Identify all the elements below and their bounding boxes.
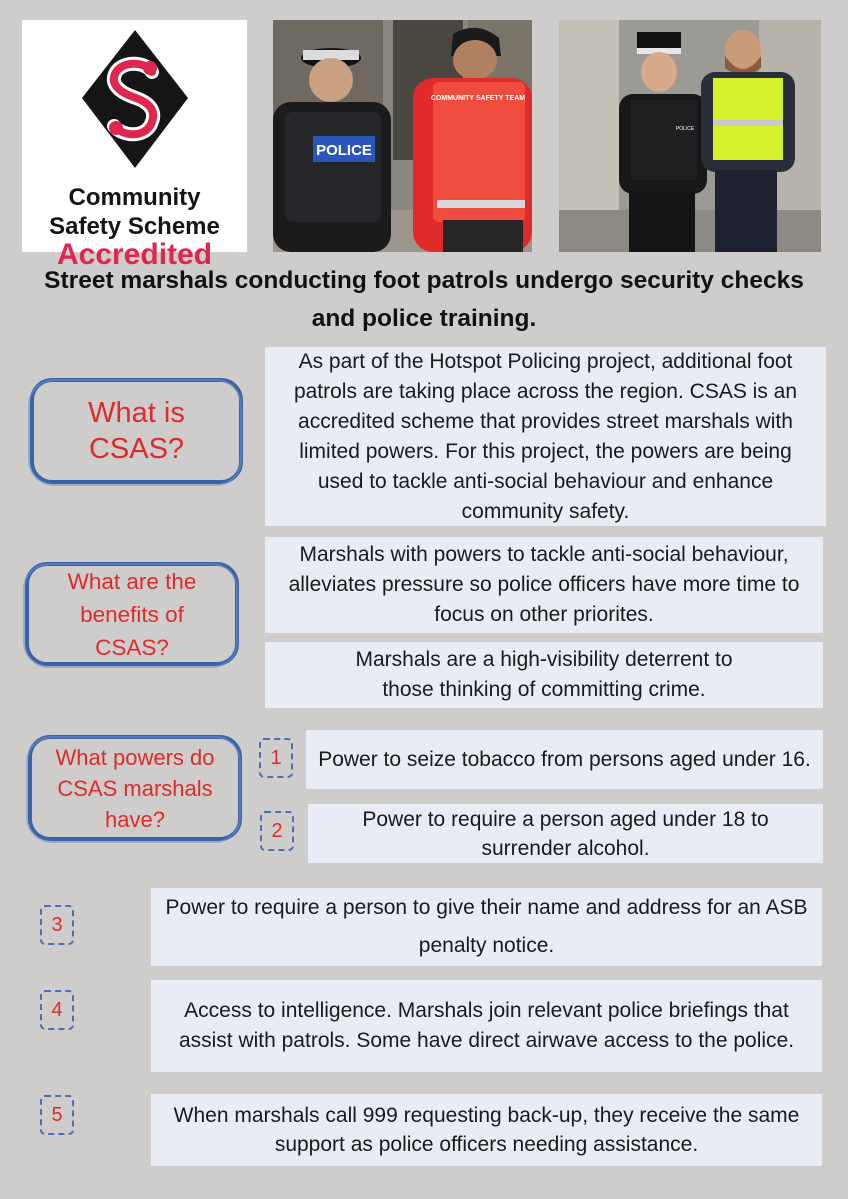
power-item-2: Power to require a person aged under 18 to surrender alcohol. [308, 804, 823, 863]
power-number-3: 3 [40, 905, 74, 945]
question-text: What powers do CSAS marshals have? [55, 744, 215, 832]
answer-benefit-2: Marshals are a high-visibility deterrent to those thinking of committing crime. [265, 642, 823, 708]
power-number-1: 1 [259, 738, 293, 778]
question-text: What are the benefits of CSAS? [67, 568, 197, 660]
power-number-4: 4 [40, 990, 74, 1030]
svg-text:POLICE: POLICE [316, 142, 372, 159]
logo-text-accredited: Accredited [56, 238, 213, 271]
svg-text:COMMUNITY SAFETY TEAM: COMMUNITY SAFETY TEAM [430, 95, 526, 102]
power-item-5: When marshals call 999 requesting back-up, they receive the same support as police officers needing assistance. [151, 1094, 822, 1166]
photo-police-and-marshal-backs [273, 20, 532, 252]
logo-text-community: Community [68, 184, 201, 211]
power-number-2: 2 [260, 811, 294, 851]
photo-officers-walking [559, 20, 821, 252]
svg-text:POLICE: POLICE [675, 126, 695, 132]
question-benefits-of-csas [25, 562, 239, 666]
answer-what-is-csas: As part of the Hotspot Policing project, additional foot patrols are taking place across the region. CSAS is an accredited scheme that provides street marshals with limited powers. For this project, the powers are being used to tackle anti-social behaviour and enhance community safety. [265, 347, 826, 526]
csas-s-emblem-icon [80, 28, 190, 178]
power-item-4: Access to intelligence. Marshals join relevant police briefings that assist with patrols. Some have direct airwave access to the police. [151, 980, 822, 1072]
question-what-is-csas [30, 378, 243, 484]
logo-text-safety-scheme: Safety Scheme [49, 213, 220, 240]
csas-logo [22, 20, 247, 271]
question-text: What is CSAS? [88, 397, 185, 465]
power-item-3: Power to require a person to give their name and address for an ASB penalty notice. [151, 888, 822, 966]
question-powers-of-csas-marshals [28, 735, 242, 841]
answer-benefit-1: Marshals with powers to tackle anti-social behaviour, alleviates pressure so police officers have more time to focus on other priorites. [265, 537, 823, 633]
power-item-1: Power to seize tobacco from persons aged under 16. [306, 730, 823, 789]
power-number-5: 5 [40, 1095, 74, 1135]
page-headline: Street marshals conducting foot patrols undergo security checks and police training. [44, 267, 804, 332]
